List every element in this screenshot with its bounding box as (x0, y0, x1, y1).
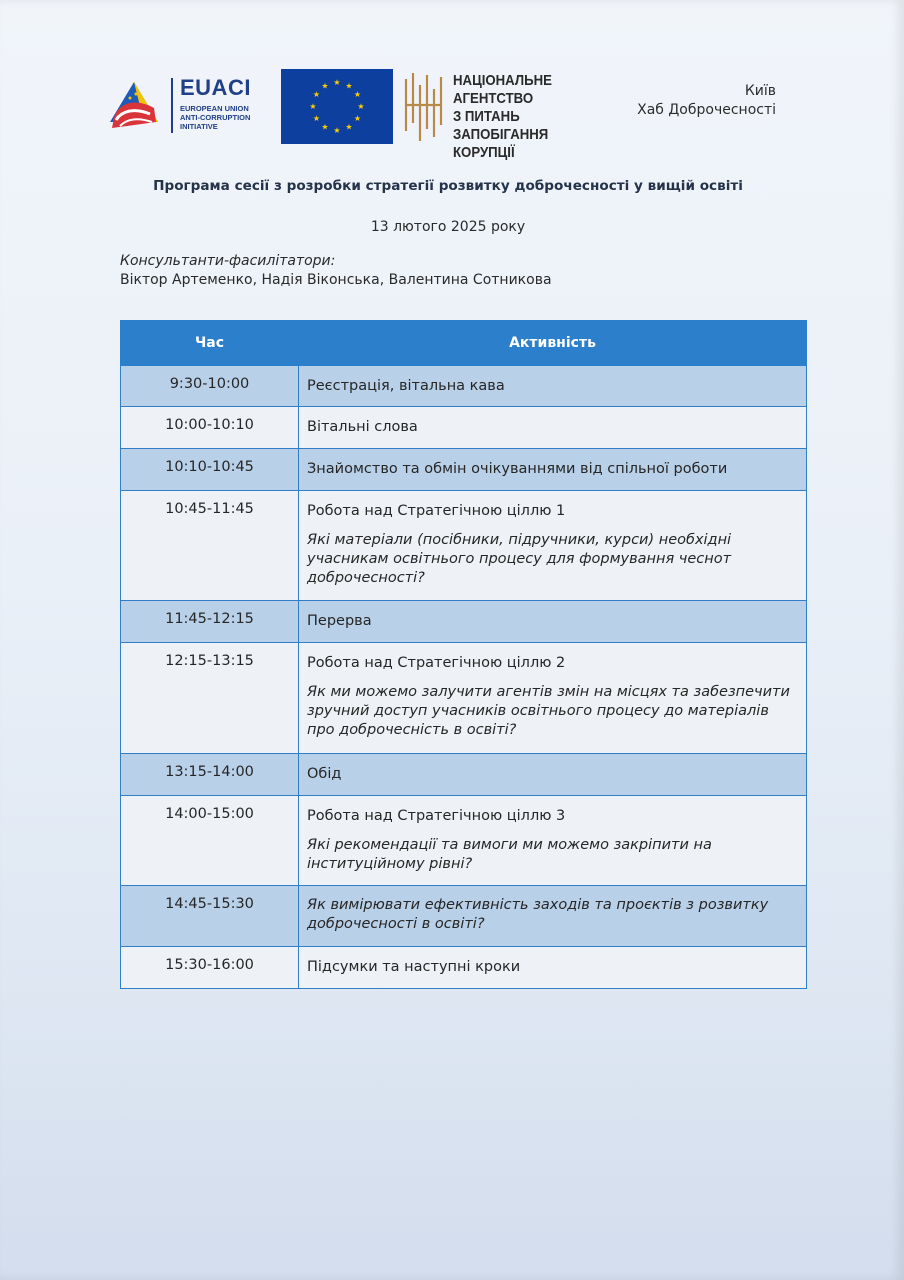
time-cell: 12:15-13:15 (121, 643, 299, 754)
time-cell: 10:00-10:10 (121, 407, 299, 449)
table-row (121, 643, 807, 754)
time-cell: 10:45-11:45 (121, 491, 299, 601)
table-row (121, 754, 807, 796)
svg-text:★: ★ (357, 102, 365, 111)
time-cell: 9:30-10:00 (121, 366, 299, 407)
time-cell: 14:45-15:30 (121, 886, 299, 947)
table-row (121, 449, 807, 491)
activity-question: Які матеріали (посібники, підручники, курси) необхідні учасникам освітнього процесу для формування чеснот доброчесності? (307, 532, 732, 586)
activity-text: Підсумки та наступні кроки (307, 959, 521, 975)
activity-text: Робота над Стратегічною ціллю 1 (307, 503, 566, 519)
nazk-logo-icon (403, 71, 445, 143)
euaci-title: EUACI (180, 75, 251, 100)
activity-text: Робота над Стратегічною ціллю 3 (307, 808, 566, 824)
venue: Хаб Доброчесності (637, 102, 776, 118)
activity-question: Як вимірювати ефективність заходів та проєктів з розвитку доброчесності в освіті? (307, 897, 769, 932)
time-cell: 14:00-15:00 (121, 796, 299, 886)
activity-text: Знайомство та обмін очікуваннями від спільної роботи (307, 461, 728, 477)
consultants-names: Віктор Артеменко, Надія Віконська, Валентина Сотникова (120, 272, 552, 288)
time-cell: 13:15-14:00 (121, 754, 299, 796)
svg-text:★: ★ (309, 102, 317, 111)
activity-text: Вітальні слова (307, 419, 418, 435)
schedule-table (120, 320, 807, 989)
svg-text:★: ★ (333, 78, 341, 87)
table-header-row (121, 321, 807, 366)
document-date: 13 лютого 2025 року (370, 219, 526, 235)
city: Київ (744, 83, 776, 99)
euaci-wordmark (180, 76, 251, 131)
activity-text: Обід (307, 766, 342, 782)
svg-text:★: ★ (345, 122, 353, 132)
location-block (637, 82, 776, 120)
nazk-line: З ПИТАНЬ ЗАПОБІГАННЯ (453, 108, 549, 143)
svg-text:★: ★ (345, 81, 353, 91)
svg-text:★: ★ (353, 114, 362, 123)
header-activity: Активність (299, 321, 807, 366)
table-row (121, 407, 807, 449)
activity-text: Робота над Стратегічною ціллю 2 (307, 655, 566, 671)
document-title: Програма сесії з розробки стратегії розвитку доброчесності у вищій освіті (153, 178, 743, 194)
time-cell: 11:45-12:15 (121, 601, 299, 643)
table-row (121, 366, 807, 407)
svg-text:★: ★ (321, 81, 329, 91)
table-row (121, 947, 807, 989)
svg-text:★: ★ (321, 122, 329, 132)
nazk-line: КОРУПЦІЇ (453, 144, 515, 161)
euaci-sub-line: ANTI-CORRUPTION (180, 113, 251, 122)
euaci-divider (171, 78, 173, 133)
euaci-logo-icon (106, 78, 162, 134)
table-row (121, 491, 807, 601)
time-cell: 15:30-16:00 (121, 947, 299, 989)
svg-text:★: ★ (312, 114, 321, 123)
table-row (121, 601, 807, 643)
time-cell: 10:10-10:45 (121, 449, 299, 491)
table-row (121, 886, 807, 947)
table-row (121, 796, 807, 886)
activity-question: Як ми можемо залучити агентів змін на місцях та забезпечити зручний доступ учасників освітнього процесу до матеріалів про доброчесність в освіті? (307, 684, 790, 738)
eu-flag-icon (281, 69, 393, 144)
header-time: Час (121, 321, 299, 366)
activity-text: Перерва (307, 613, 372, 629)
nazk-line: НАЦІОНАЛЬНЕ АГЕНТСТВО (453, 72, 552, 107)
svg-text:★: ★ (312, 90, 321, 99)
activity-text: Реєстрація, вітальна кава (307, 378, 505, 394)
consultants-label: Консультанти-фасилітатори: (120, 253, 336, 269)
svg-text:★: ★ (353, 90, 362, 99)
euaci-sub-line: INITIATIVE (180, 122, 218, 131)
svg-text:★: ★ (333, 126, 341, 135)
nazk-wordmark (453, 72, 611, 162)
euaci-sub-line: EUROPEAN UNION (180, 104, 249, 113)
activity-question: Які рекомендації та вимоги ми можемо закріпити на інституційному рівні? (307, 837, 712, 872)
